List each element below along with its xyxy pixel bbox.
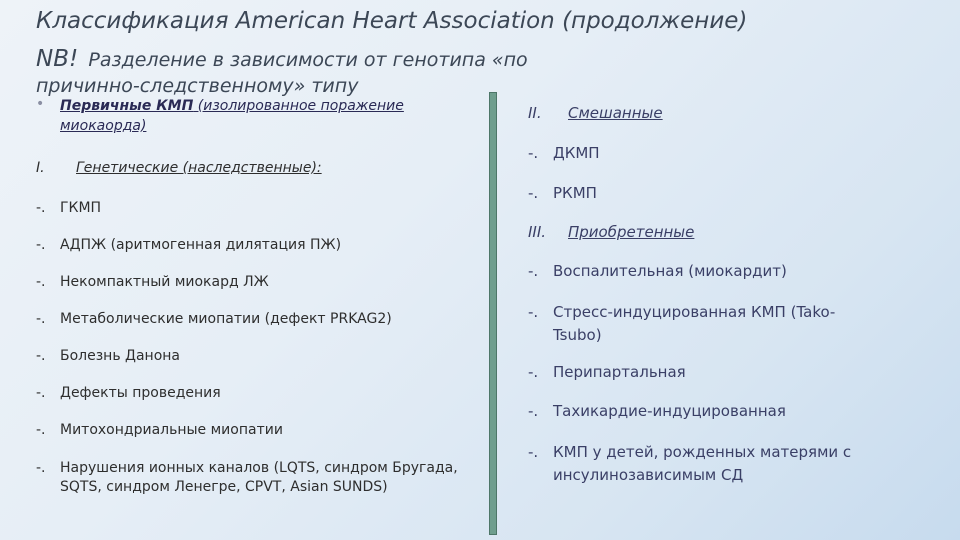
mixed-label: Смешанные	[568, 104, 663, 122]
list-item	[36, 348, 476, 364]
list-item-text: Стресс-индуцированная КМП (Tako-Tsubo)	[553, 303, 836, 344]
dash-marker: -.	[528, 184, 539, 202]
list-item	[528, 301, 948, 347]
list-item	[528, 363, 948, 381]
list-item	[36, 422, 476, 438]
list-item	[36, 237, 476, 253]
list-item	[528, 262, 948, 280]
list-item-text: Митохондриальные миопатии	[60, 422, 283, 438]
primary-cmp-bold: Первичные КМП	[60, 98, 194, 114]
column-divider	[489, 92, 497, 535]
list-item-text: Перипартальная	[553, 363, 686, 381]
dash-marker: -.	[528, 144, 539, 162]
dash-marker: -.	[528, 303, 539, 321]
genetic-label: Генетические (наследственные):	[76, 160, 322, 176]
acquired-label: Приобретенные	[568, 223, 695, 241]
dash-marker: -.	[36, 422, 46, 438]
dash-marker: -.	[36, 237, 46, 253]
list-item-text: ДКМП	[553, 144, 600, 162]
dash-marker: -.	[528, 363, 539, 381]
primary-cmp-text	[60, 96, 476, 136]
dash-marker: -.	[528, 402, 539, 420]
acquired-marker: III.	[528, 223, 547, 241]
list-item	[528, 441, 948, 487]
mixed-marker: II.	[528, 104, 542, 122]
genetic-marker: I.	[36, 160, 45, 176]
slide-title	[36, 6, 936, 98]
list-item	[528, 402, 948, 420]
subtitle-line: Разделение в зависимости от генотипа «по	[88, 49, 528, 71]
primary-cmp-bullet	[36, 96, 476, 136]
acquired-heading	[528, 223, 948, 241]
list-item-text: Некомпактный миокард ЛЖ	[60, 274, 269, 290]
dash-marker: -.	[36, 385, 46, 401]
nb-label: NB!	[36, 46, 79, 72]
list-item-text: ГКМП	[60, 200, 102, 216]
list-item	[36, 459, 476, 497]
title-line: Классификация American Heart Association (продолжение)	[36, 8, 748, 34]
genetic-heading	[36, 160, 476, 176]
list-item	[36, 385, 476, 401]
list-item-text: АДПЖ (аритмогенная дилятация ПЖ)	[60, 237, 342, 253]
list-item-text: Воспалительная (миокардит)	[553, 262, 787, 280]
dash-marker: -.	[36, 348, 46, 364]
dash-marker: -.	[528, 262, 539, 280]
dash-marker: -.	[36, 200, 46, 216]
subtitle-line-2: причинно-следственному» типу	[36, 75, 359, 97]
list-item	[36, 311, 476, 327]
list-item	[36, 200, 476, 216]
list-item-text: Болезнь Данона	[60, 348, 180, 364]
dash-marker: -.	[36, 460, 46, 476]
list-item	[36, 274, 476, 290]
list-item-text: КМП у детей, рожденных матерями с инсулинозависимым СД	[553, 443, 852, 484]
mixed-heading	[528, 104, 948, 122]
dash-marker: -.	[36, 274, 46, 290]
primary-cmp-rest: (изолированное поражение миокаорда)	[60, 98, 404, 134]
list-item-text: РКМП	[553, 184, 597, 202]
left-column	[36, 96, 476, 497]
list-item	[528, 184, 948, 202]
dash-marker: -.	[528, 443, 539, 461]
dash-marker: -.	[36, 311, 46, 327]
list-item-text: Дефекты проведения	[60, 385, 221, 401]
list-item-text: Нарушения ионных каналов (LQTS, синдром Бругада, SQTS, синдром Ленегре, CPVT, Asian SUNDS)	[60, 460, 458, 495]
list-item-text: Тахикардие-индуцированная	[553, 402, 786, 420]
bullet-marker: •	[36, 96, 45, 112]
right-column	[528, 104, 948, 487]
list-item-text: Метаболические миопатии (дефект PRKAG2)	[60, 311, 392, 327]
list-item	[528, 144, 948, 162]
